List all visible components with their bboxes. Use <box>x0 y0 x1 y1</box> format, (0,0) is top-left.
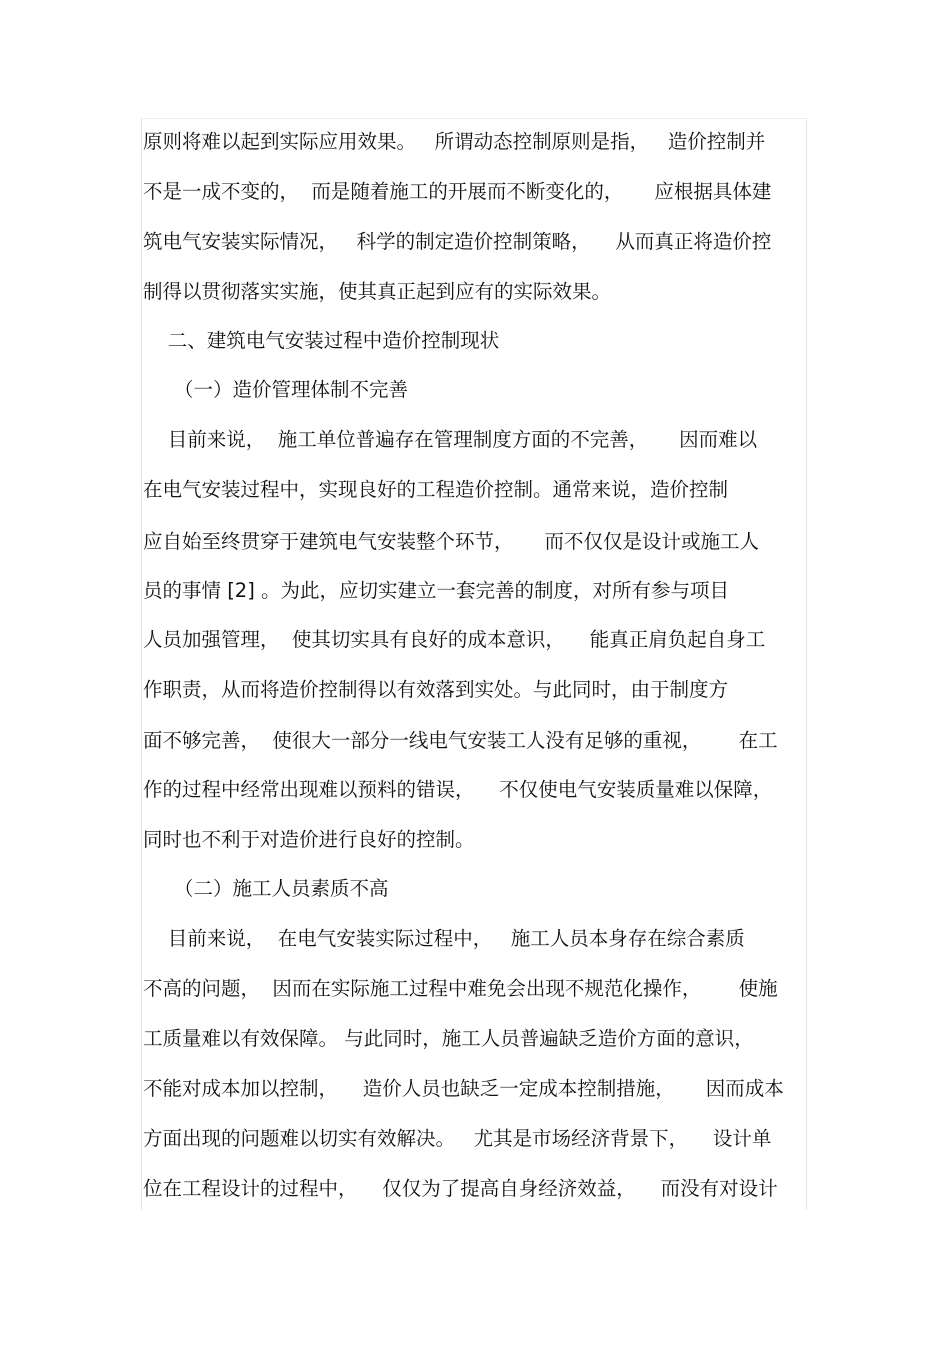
body-line: 作职责，从而将造价控制得以有效落到实处。与此同时，由于制度方 <box>143 678 729 701</box>
body-line: 位在工程设计的过程中， 仅仅为了提高自身经济效益， 而没有对设计 <box>143 1177 778 1200</box>
body-line: 工质量难以有效保障。 与此同时，施工人员普遍缺乏造价方面的意识， <box>143 1027 754 1050</box>
body-line: 在电气安装过程中，实现良好的工程造价控制。通常来说，造价控制 <box>143 478 729 501</box>
body-line: 不能对成本加以控制， 造价人员也缺乏一定成本控制措施， 因而成本 <box>143 1077 784 1100</box>
body-line: 应自始至终贯穿于建筑电气安装整个环节， 而不仅仅是设计或施工人 <box>143 530 759 553</box>
body-line: 员的事情 [2] 。为此，应切实建立一套完善的制度，对所有参与项目 <box>143 579 730 602</box>
body-line: 方面出现的问题难以切实有效解决。 尤其是市场经济背景下， 设计单 <box>143 1127 772 1150</box>
body-line: 目前来说， 施工单位普遍存在管理制度方面的不完善， 因而难以 <box>143 428 758 451</box>
body-line: 不是一成不变的， 而是随着施工的开展而不断变化的， 应根据具体建 <box>143 180 772 203</box>
subsection-heading: （二）施工人员素质不高 <box>143 877 389 900</box>
section-heading: 二、建筑电气安装过程中造价控制现状 <box>143 329 500 352</box>
body-line: 制得以贯彻落实实施，使其真正起到应有的实际效果。 <box>143 280 612 303</box>
body-line: 目前来说， 在电气安装实际过程中， 施工人员本身存在综合素质 <box>143 927 745 950</box>
body-line: 同时也不利于对造价进行良好的控制。 <box>143 828 475 851</box>
body-line: 人员加强管理， 使其切实具有良好的成本意识， 能真正肩负起自身工 <box>143 628 766 651</box>
body-line: 筑电气安装实际情况， 科学的制定造价控制策略， 从而真正将造价控 <box>143 230 772 253</box>
body-line: 作的过程中经常出现难以预料的错误， 不仅使电气安装质量难以保障， <box>143 778 773 801</box>
body-line: 不高的问题， 因而在实际施工过程中难免会出现不规范化操作， 使施 <box>143 977 778 1000</box>
body-line: 原则将难以起到实际应用效果。 所谓动态控制原则是指， 造价控制并 <box>143 130 766 153</box>
body-line: 面不够完善， 使很大一部分一线电气安装工人没有足够的重视， 在工 <box>143 729 778 752</box>
subsection-heading: （一）造价管理体制不完善 <box>143 378 408 401</box>
